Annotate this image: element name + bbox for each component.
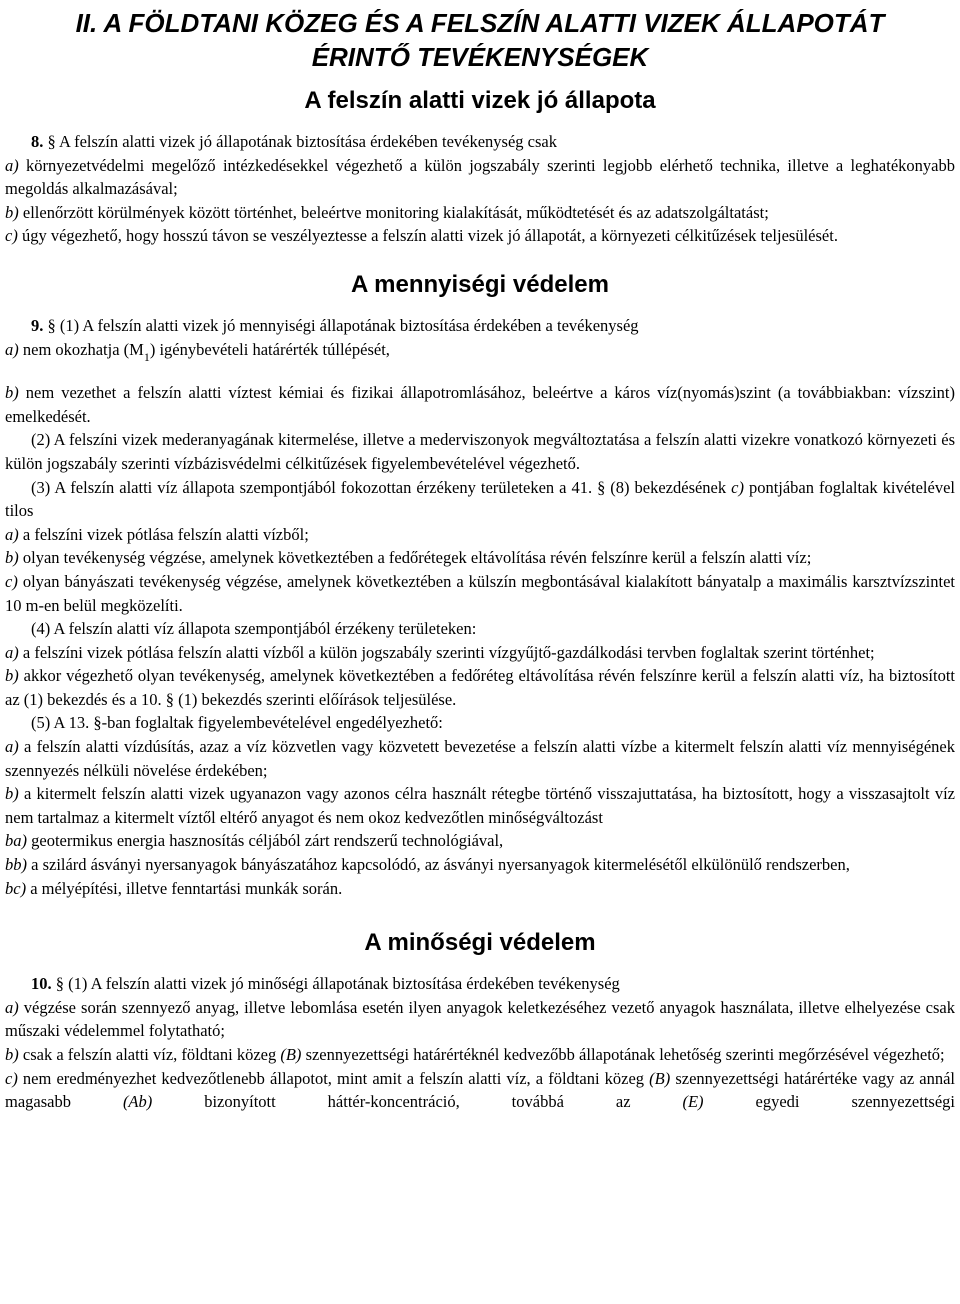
paragraph-9-1-intro: 9. § (1) A felszín alatti vizek jó mennyiségi állapotának biztosítása érdekében a tevékenység — [31, 315, 639, 335]
paragraph-9-5-bb: bb) a szilárd ásványi nyersanyagok bányászatához kapcsolódó, az ásványi nyersanyagok kitermelésétől elkülönülő rendszerben, — [5, 855, 850, 875]
section-heading-10: A minőségi védelem — [364, 929, 596, 957]
section-heading-9: A mennyiségi védelem — [351, 270, 609, 298]
paragraph-9-3-b: b) olyan tevékenység végzése, amelynek következtében a fedőrétegek eltávolítása révén felszínre kerül a felszín alatti víz; — [5, 548, 812, 568]
paragraph-9-1-b: b) nem vezethet a felszín alatti víztest kémiai és fizikai állapotromlásához, beleértve a káros víz(nyomás)szint (a továbbiakban: vízszint) emelkedését. — [5, 383, 955, 426]
chapter-title-line2: ÉRINTŐ TEVÉKENYSÉGEK — [311, 42, 649, 72]
paragraph-10-c: c) nem eredményezhet kedvezőtlenebb állapotot, mint amit a felszín alatti víz, a földtani közeg (B) szennyezettségi határértéke vagy az annál magasabb (Ab) bizonyított háttér-koncentráció, továbbá az (E) egyedi szennyezettségi — [5, 1068, 955, 1112]
paragraph-8-b: b) ellenőrzött körülmények között történhet, beleértve monitoring kialakítását, működtetését és az adatszolgáltatást; — [5, 202, 769, 222]
paragraph-9-4-b: b) akkor végezhető olyan tevékenység, amelynek következtében a fedőréteg eltávolítása révén felszínre kerül a felszín alatti víz, ha biztosított az (1) bekezdés és a 10. § (1) bekezdés szerinti előírások teljesülése. — [5, 666, 955, 709]
chapter-title-line1: II. A FÖLDTANI KÖZEG ÉS A FELSZÍN ALATTI VIZEK ÁLLAPOTÁT — [75, 8, 885, 38]
paragraph-10-b: b) csak a felszín alatti víz, földtani közeg (B) szennyezettségi határértéknél kedvezőbb állapotának lehetőség szerinti megőrzésével végezhető; — [5, 1045, 945, 1064]
paragraph-9-3: (3) A felszín alatti víz állapota szempontjából fokozottan érzékeny területeken a 41. § (8) bekezdésének c) pontjában foglaltak kivételével tilos — [5, 477, 955, 521]
paragraph-9-5-bc: bc) a mélyépítési, illetve fenntartási munkák során. — [5, 878, 343, 898]
paragraph-9-5-ba: ba) geotermikus energia hasznosítás céljából zárt rendszerű technológiával, — [5, 831, 504, 851]
paragraph-8-a: a) környezetvédelmi megelőző intézkedésekkel végezhető a külön jogszabály szerinti legjobb elérhető technika, illetve a leghatékonyabb megoldás alkalmazásával; — [5, 155, 955, 199]
paragraph-8-c: c) úgy végezhető, hogy hosszú távon se veszélyeztesse a felszín alatti vizek jó állapotát, a környezeti célkitűzések teljesülését. — [5, 226, 838, 246]
paragraph-8-intro: 8. § A felszín alatti vizek jó állapotának biztosítása érdekében tevékenység csak — [31, 132, 557, 151]
paragraph-9-2: (2) A felszíni vizek mederanyagának kitermelése, illetve a mederviszonyok megváltoztatása a felszín alatti vizekre vonatkozó környezeti és külön jogszabály szerinti vízbázisvédelmi célkitűzések figyelembevételével végezhető. — [5, 430, 955, 473]
paragraph-9-3-a: a) a felszíni vizek pótlása felszín alatti vízből; — [5, 524, 309, 544]
paragraph-9-3-c: c) olyan bányászati tevékenység végzése, amelynek következtében a külszín megbontásával kialakított bányatalp a maximális karsztvízszintet 10 m-en belül megközelíti. — [5, 571, 955, 615]
section-heading-8: A felszín alatti vizek jó állapota — [304, 87, 656, 114]
paragraph-10-a: a) végzése során szennyező anyag, illetve lebomlása esetén ilyen anyagok keletkezéséhez vezető anyagok használata, illetve elhelyezése csak műszaki védelemmel folytatható; — [5, 997, 955, 1041]
chapter-title — [5, 0, 955, 74]
paragraph-9-4-a: a) a felszíni vizek pótlása felszín alatti vízből a külön jogszabály szerinti vízgyűjtő-gazdálkodási tervben foglaltak szerint történhet; — [5, 642, 875, 662]
paragraph-10-1-intro: 10. § (1) A felszín alatti vizek jó minőségi állapotának biztosítása érdekében tevékenység — [31, 974, 620, 994]
section-number: 8. — [31, 132, 44, 151]
paragraph-9-1-a: a) nem okozhatja $(M_1)$ igénybevételi határérték túllépését, — [5, 339, 390, 364]
paragraph-9-5-b: b) a kitermelt felszín alatti vizek ugyanazon vagy azonos célra használt rétegbe történő visszajuttatása, ha biztosított, hogy a visszasajtolt víz nem tartalmaz a kitermelt víztől eltérő anyagot és nem okoz kedvezőtlen minőségváltozást — [5, 784, 955, 827]
paragraph-9-5-a: a) a felszín alatti vízdúsítás, azaz a víz közvetlen vagy közvetett bevezetése a felszín alatti vízbe a kitermelt felszín alatti víz mennyiségének szennyezés nélküli növelése érdekében; — [5, 737, 955, 780]
paragraph-9-5: (5) A 13. §-ban foglaltak figyelembevételével engedélyezhető: — [31, 713, 443, 733]
paragraph-9-4: (4) A felszín alatti víz állapota szempontjából érzékeny területeken: — [31, 619, 477, 639]
